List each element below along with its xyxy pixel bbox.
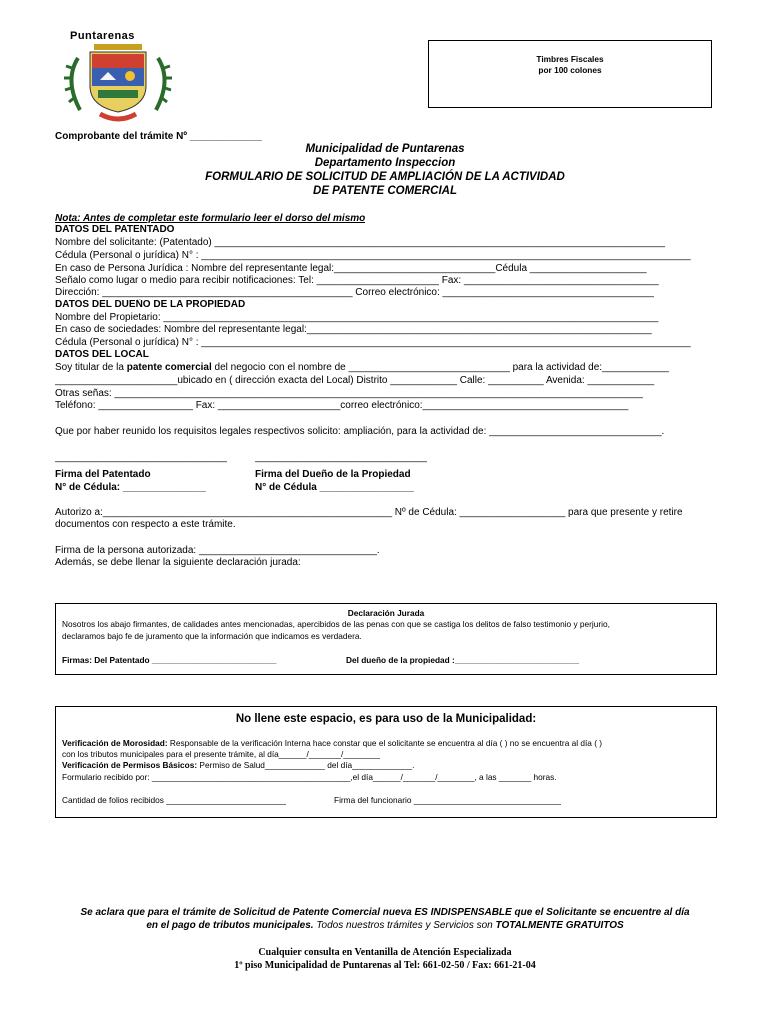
received-by-field[interactable]: Formulario recibido por: ___________________________________________,el día______/_______/________, a las _______ horas.: [62, 772, 557, 782]
location-field[interactable]: ______________________ubicado en ( dirección exacta del Local) Distrito ____________ Calle: __________ Avenida: ____________: [55, 375, 655, 386]
signature-label-patentado: Firma del Patentado: [55, 469, 151, 480]
declaration-signature-patentado[interactable]: Firmas: Del Patentado ___________________________: [62, 655, 277, 665]
signature-line-patentado[interactable]: _______________________________: [55, 452, 228, 463]
authorized-signature-field[interactable]: Firma de la persona autorizada: ________________________________.: [55, 545, 380, 556]
folios-field[interactable]: Cantidad de folios recibidos __________________________: [62, 795, 287, 805]
company-rep-field[interactable]: En caso de sociedades: Nombre del representante legal:______________________________________________________________: [55, 324, 652, 335]
owner-id-field[interactable]: Cédula (Personal o jurídica) N° : ________________________________________________________________________________________: [55, 337, 691, 348]
owner-name-field[interactable]: Nombre del Propietario: _________________________________________________________________________________________: [55, 312, 659, 323]
applicant-name-field[interactable]: Nombre del solicitante: (Patentado) _________________________________________________________________________________: [55, 237, 666, 248]
morosidad-field[interactable]: [62, 738, 712, 749]
title-department: Departamento Inspeccion: [314, 157, 456, 169]
note: Nota: Antes de completar este formulario leer el dorso del mismo: [55, 213, 366, 224]
logo-text: Puntarenas: [70, 30, 135, 42]
footer-contact-2: 1º piso Municipalidad de Puntarenas al Tel: 661-02-50 / Fax: 661-21-04: [234, 960, 536, 971]
authorize-cont: documentos con respecto a este trámite.: [55, 519, 236, 530]
section-owner: DATOS DEL DUEÑO DE LA PROPIEDAD: [55, 299, 246, 310]
municipal-logo: [58, 28, 178, 128]
coat-of-arms-icon: [58, 40, 178, 128]
signature-line-owner[interactable]: _______________________________: [255, 452, 428, 463]
footer-note-2a: en el pago de tributos municipales.: [146, 920, 314, 931]
stamp-line2: por 100 colones: [538, 65, 602, 75]
footer-contact-1: Cualquier consulta en Ventanilla de Atención Especializada: [258, 947, 512, 958]
permisos-text: Permiso de Salud_____________ del día_____________.: [197, 760, 415, 770]
permisos-label: Verificación de Permisos Básicos:: [62, 760, 198, 770]
declaration-title: Declaración Jurada: [347, 608, 425, 618]
legal-rep-field[interactable]: En caso de Persona Jurídica : Nombre del representante legal:_____________________________Cédula _____________________: [55, 263, 647, 274]
signature-label-owner: Firma del Dueño de la Propiedad: [255, 469, 411, 480]
business-name-field[interactable]: [55, 362, 715, 374]
patent-label: patente comercial: [126, 362, 212, 373]
section-patentado: DATOS DEL PATENTADO: [55, 224, 175, 235]
title-form-2: DE PATENTE COMERCIAL: [313, 185, 457, 197]
footer-note-1: Se aclara que para el trámite de Solicitud de Patente Comercial nueva ES INDISPENSABLE que el Solicitante se encuentre al día: [80, 907, 690, 918]
title-municipality: Municipalidad de Puntarenas: [305, 143, 465, 155]
sworn-declaration-box: [55, 603, 717, 675]
business-rest: del negocio con el nombre de _____________________________ para la actividad de:____________: [211, 362, 669, 373]
address-field[interactable]: Dirección: _____________________________________________ Correo electrónico: ______________________________________: [55, 287, 654, 298]
declaration-text-2: declaramos bajo fe de juramento que la información que indicamos es verdadera.: [62, 631, 362, 641]
officer-signature-field[interactable]: Firma del funcionario ________________________________: [334, 795, 562, 805]
title-form: FORMULARIO DE SOLICITUD DE AMPLIACIÓN DE LA ACTIVIDAD: [205, 171, 565, 183]
id-field-patentado[interactable]: N° de Cédula: _______________: [55, 482, 207, 493]
activity-field[interactable]: Que por haber reunido los requisitos legales respectivos solicito: ampliación, para la actividad de: _______________________________.: [55, 426, 665, 437]
permisos-field[interactable]: [62, 760, 414, 771]
comprobante-field[interactable]: Comprobante del trámite Nº _____________: [55, 131, 263, 142]
applicant-id-field[interactable]: Cédula (Personal o jurídica) N° : ________________________________________________________________________________________: [55, 250, 691, 261]
stamp-line1: Timbres Fiscales: [536, 54, 604, 64]
declaration-note: Además, se debe llenar la siguiente declaración jurada:: [55, 557, 301, 568]
id-field-owner[interactable]: N° de Cédula _________________: [255, 482, 415, 493]
notification-field[interactable]: Señalo como lugar o medio para recibir notificaciones: Tel: ______________________ Fax: ___________________________________: [55, 275, 659, 286]
morosidad-label: Verificación de Morosidad:: [62, 738, 168, 748]
municipal-use-title: No llene este espacio, es para uso de la Municipalidad:: [235, 713, 537, 725]
section-local: DATOS DEL LOCAL: [55, 349, 149, 360]
morosidad-date[interactable]: con los tributos municipales para el presente trámite, al día______/_______/________: [62, 749, 381, 759]
declaration-text-1: Nosotros los abajo firmantes, de calidades antes mencionadas, apercibidos de las penas con que se castiga los delitos de falso testimonio y perjurio,: [62, 619, 610, 629]
page-title: [150, 142, 620, 198]
municipal-use-box: [55, 706, 717, 818]
authorize-field[interactable]: Autorizo a:____________________________________________________ Nº de Cédula: ___________________ para que presente y retire: [55, 507, 683, 518]
footer-note-2b: Todos nuestros trámites y Servicios son: [313, 920, 496, 931]
business-prefix: Soy titular de la: [55, 362, 127, 373]
morosidad-text: Responsable de la verificación Interna hace constar que el solicitante se encuentra al día ( ) no se encuentra al día ( ): [167, 738, 603, 748]
footer-note-2c: TOTALMENTE GRATUITOS: [495, 920, 624, 931]
other-signs-field[interactable]: Otras señas: _______________________________________________________________________________________________: [55, 388, 643, 399]
phone-field[interactable]: Teléfono: _________________ Fax: ______________________correo electrónico:_____________________________________: [55, 400, 629, 411]
footer-note-2: [20, 920, 750, 931]
declaration-signature-owner[interactable]: Del dueño de la propiedad :___________________________: [346, 655, 580, 665]
tax-stamp-box[interactable]: [428, 40, 712, 108]
